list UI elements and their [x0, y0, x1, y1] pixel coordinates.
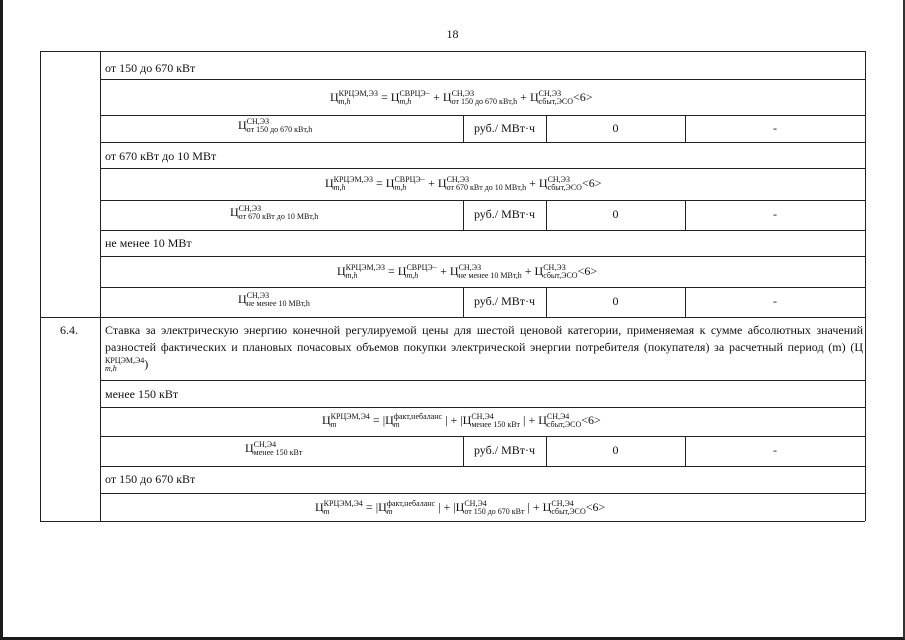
row-divider — [100, 200, 865, 201]
row-divider — [100, 230, 865, 231]
row-divider — [100, 142, 865, 143]
note-cell: - — [773, 294, 777, 308]
note-cell: - — [773, 207, 777, 221]
row-divider — [100, 287, 865, 288]
table-right-border — [865, 51, 866, 521]
column-divider-number — [100, 51, 101, 521]
section-description: Ставка за электрическую энергию конечной регулируемой цены для шестой ценовой категории, применяемая к сумме абсолютных значений разностей фактических и плановых почасовых объемов покупки электрической энергии потребителя (покупателя) за расчетный период (m) (Ц КРЦЭМ,Э4 m,h ) — [105, 323, 863, 374]
row-divider — [100, 168, 865, 169]
param-symbol: Ц СН,ЭЗ не менее 10 МВт,h — [238, 291, 310, 309]
param-symbol: Ц СН,ЭЗ от 670 кВт до 10 МВт,h — [230, 204, 319, 222]
value-cell: 0 — [612, 207, 619, 221]
unit-cell: руб./ МВт·ч — [473, 443, 536, 457]
param-symbol: Ц СН,ЭЗ от 150 до 670 кВт,h — [238, 117, 313, 135]
row-divider — [100, 436, 865, 437]
table-left-border — [40, 51, 41, 521]
section-number: 6.4. — [60, 323, 78, 337]
price-formula: Ц КРЦЭМ,ЭЗ m,h = Ц СВРЦЭ− m,h + Ц СН,ЭЗ от 670 кВт до 10 МВт,h + Ц СН,ЭЗ сбыт,ЭСО <6> — [325, 175, 602, 193]
row-divider — [100, 79, 865, 80]
range-label: от 150 до 670 кВт — [105, 472, 196, 486]
price-formula: Ц КРЦЭМ,ЭЗ m,h = Ц СВРЦЭ− m,h + Ц СН,ЭЗ не менее 10 МВт,h + Ц СН,ЭЗ сбыт,ЭСО <6> — [337, 263, 598, 281]
value-cell: 0 — [612, 443, 619, 457]
unit-cell: руб./ МВт·ч — [473, 294, 536, 308]
note-cell: - — [773, 443, 777, 457]
range-label: менее 150 кВт — [105, 387, 179, 401]
value-cell: 0 — [612, 121, 619, 135]
note-cell: - — [773, 121, 777, 135]
price-formula: Ц КРЦЭМ,ЭЗ m,h = Ц СВРЦЭ− m,h + Ц СН,ЭЗ от 150 до 670 кВт,h + Ц СН,ЭЗ сбыт,ЭСО <6> — [330, 89, 593, 107]
price-formula: Ц КРЦЭМ,Э4 m = |Ц факт,небаланс m | + |Ц СН,Э4 менее 150 кВт | + Ц СН,Э4 сбыт,ЭСО <6> — [322, 412, 601, 430]
value-cell: 0 — [612, 294, 619, 308]
row-divider — [100, 466, 865, 467]
unit-cell: руб./ МВт·ч — [473, 207, 536, 221]
range-label: от 150 до 670 кВт — [105, 61, 196, 75]
param-symbol: Ц СН,Э4 менее 150 кВт — [245, 440, 303, 458]
page-number: 18 — [446, 27, 459, 41]
range-label: от 670 кВт до 10 МВт — [105, 149, 217, 163]
range-label: не менее 10 МВт — [105, 236, 192, 250]
unit-cell: руб./ МВт·ч — [473, 121, 536, 135]
table-top-rule — [40, 51, 866, 52]
row-divider — [100, 256, 865, 257]
price-formula: Ц КРЦЭМ,Э4 m = |Ц факт,небаланс m | + |Ц СН,Э4 от 150 до 670 кВт | + Ц СН,Э4 сбыт,ЭСО <6> — [315, 499, 606, 517]
row-divider — [100, 493, 865, 494]
row-divider — [100, 115, 865, 116]
table-bottom-border — [40, 521, 865, 522]
row-divider — [100, 407, 865, 408]
section-divider — [40, 317, 865, 318]
row-divider — [100, 380, 865, 381]
